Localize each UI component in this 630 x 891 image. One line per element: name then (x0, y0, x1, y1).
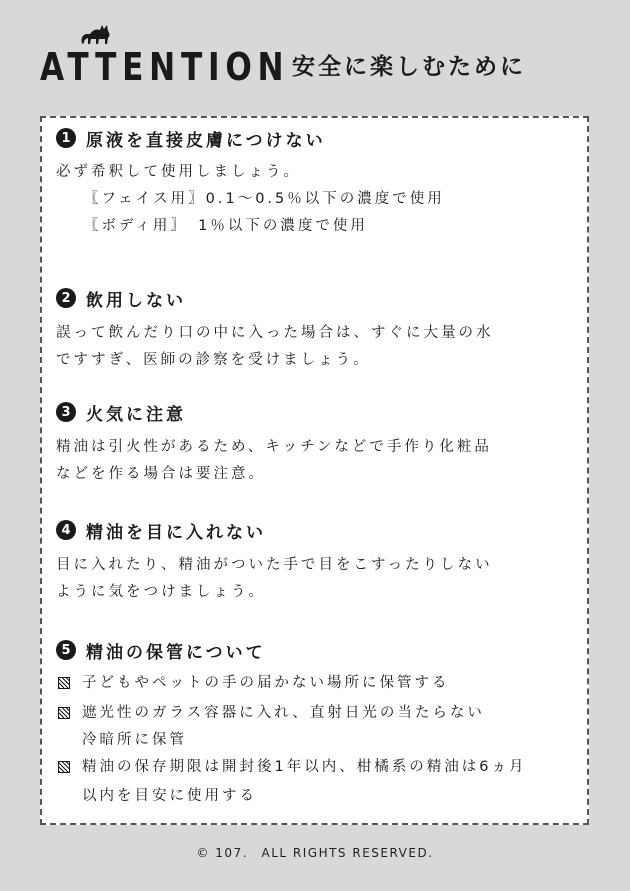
section-number: 4 (56, 520, 76, 540)
body-line: 〖ボディ用〗 1％以下の濃度で使用 (84, 218, 368, 234)
body-line: 必ず希釈して使用しましょう。 (56, 164, 301, 180)
section-number: 5 (56, 640, 76, 660)
section-body (56, 159, 576, 240)
section-title: 火気に注意 (86, 404, 186, 425)
list-item (56, 700, 576, 727)
body-line: 精油は引火性があるため、キッチンなどで手作り化粧品 (56, 439, 492, 455)
body-line: などを作る場合は要注意。 (56, 466, 266, 482)
section-undiluted (56, 126, 576, 240)
list-item-continuation: 以内を目安に使用する (82, 788, 257, 804)
copyright-footer: © 107. ALL RIGHTS RESERVED. (196, 846, 434, 860)
section-no-drinking (56, 286, 576, 374)
list-item (56, 670, 576, 697)
body-line: ように気をつけましょう。 (56, 584, 266, 600)
list-item-text: 遮光性のガラス容器に入れ、直射日光の当たらない (82, 705, 485, 721)
title-japanese: 安全に楽しむために (292, 54, 526, 80)
section-body (56, 434, 576, 488)
list-item (56, 754, 576, 781)
section-number: 2 (56, 288, 76, 308)
body-line: 〖フェイス用〗0.1～0.5％以下の濃度で使用 (84, 191, 445, 207)
storage-list (56, 670, 576, 810)
hatched-square-icon (58, 761, 70, 773)
section-title: 精油の保管について (86, 642, 266, 663)
list-item-text: 精油の保存期限は開封後1年以内、柑橘系の精油は6ヵ月 (82, 759, 527, 775)
section-number: 3 (56, 402, 76, 422)
cat-icon (80, 22, 114, 46)
list-item-text: 子どもやペットの手の届かない場所に保管する (82, 675, 450, 691)
title-english: ATTENTION (40, 45, 290, 89)
section-eyes (56, 518, 576, 606)
list-item-continuation: 冷暗所に保管 (82, 732, 187, 748)
notice-box (40, 116, 589, 825)
page-header (40, 22, 600, 92)
section-title: 飲用しない (86, 290, 186, 311)
section-title: 原液を直接皮膚につけない (86, 130, 326, 151)
body-line: 誤って飲んだり口の中に入った場合は、すぐに大量の水 (56, 325, 494, 341)
section-fire (56, 400, 576, 488)
hatched-square-icon (58, 677, 70, 689)
section-title: 精油を目に入れない (86, 522, 266, 543)
body-line: 目に入れたり、精油がついた手で目をこすったりしない (56, 557, 493, 573)
section-number: 1 (56, 128, 76, 148)
section-storage (56, 638, 576, 810)
body-line: ですすぎ、医師の診察を受けましょう。 (56, 352, 371, 368)
hatched-square-icon (58, 707, 70, 719)
section-body (56, 552, 576, 606)
section-body (56, 320, 576, 374)
